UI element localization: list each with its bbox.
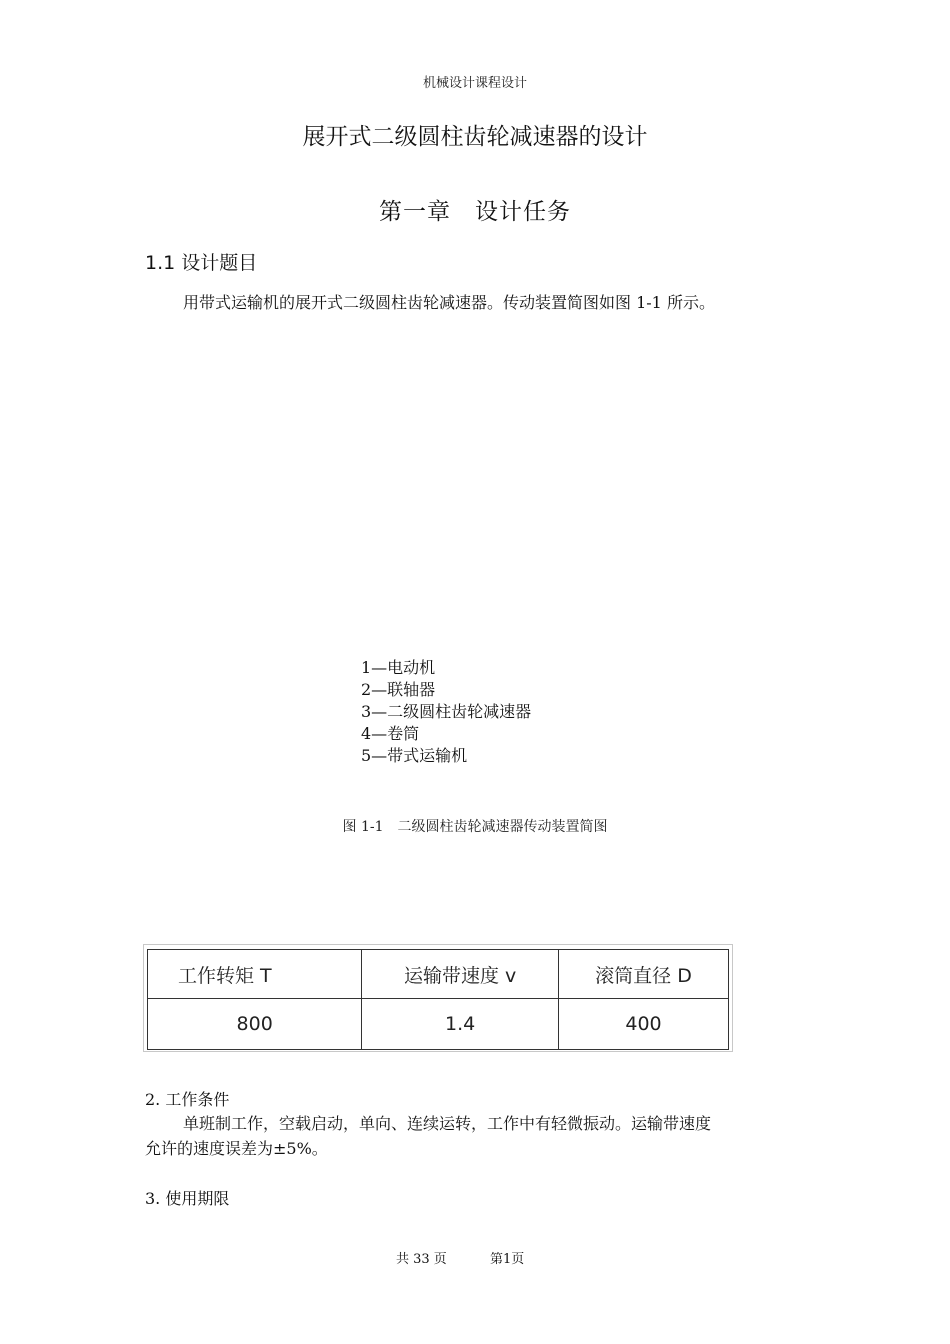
conditions-text-line2: 允许的速度误差为±5%。 xyxy=(145,1139,328,1158)
document-title: 展开式二级圆柱齿轮减速器的设计 xyxy=(302,124,648,150)
conditions-text-line1: 单班制工作，空载启动，单向、连续运转，工作中有轻微振动。运输带速度 xyxy=(183,1114,712,1133)
table-header-row xyxy=(148,950,729,999)
service-life-heading: 3. 使用期限 xyxy=(145,1189,230,1208)
page-number: 第1页 xyxy=(490,1252,525,1267)
table-header-cell: 工作转矩 T xyxy=(148,950,362,999)
conditions-heading: 2. 工作条件 xyxy=(145,1090,230,1109)
table-header-cell: 运输带速度 v xyxy=(362,950,559,999)
legend-item: 3—二级圆柱齿轮减速器 xyxy=(361,702,532,721)
table-cell: 400 xyxy=(558,999,728,1050)
legend-item: 4—卷筒 xyxy=(361,724,420,743)
parameters-table-image xyxy=(143,944,733,1052)
table-row xyxy=(148,999,729,1050)
legend-item: 5—带式运输机 xyxy=(361,746,468,765)
figure-legend xyxy=(361,657,531,767)
table-cell: 800 xyxy=(148,999,362,1050)
section-heading: 1.1 设计题目 xyxy=(145,252,258,274)
table-cell: 1.4 xyxy=(362,999,559,1050)
legend-item: 2—联轴器 xyxy=(361,680,436,699)
running-header: 机械设计课程设计 xyxy=(422,76,527,91)
total-pages: 共 33 页 xyxy=(396,1252,447,1267)
parameters-table xyxy=(147,949,729,1050)
legend-item: 1—电动机 xyxy=(361,658,436,677)
chapter-heading: 第一章 设计任务 xyxy=(379,199,571,225)
table-header-cell: 滚筒直径 D xyxy=(558,950,728,999)
intro-paragraph: 用带式运输机的展开式二级圆柱齿轮减速器。传动装置简图如图 1-1 所示。 xyxy=(183,293,715,312)
figure-caption: 图 1-1 二级圆柱齿轮减速器传动装置简图 xyxy=(342,819,608,835)
